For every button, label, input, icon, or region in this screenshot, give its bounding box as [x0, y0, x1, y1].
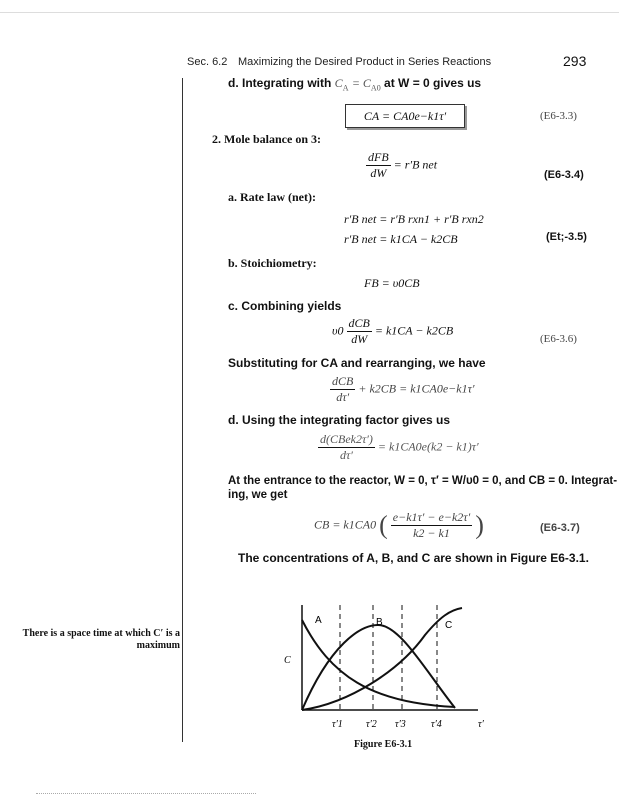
bottom-dotted-line [36, 793, 256, 795]
margin-note: There is a space time at which C′ is a maximum [22, 628, 180, 651]
eq-e6-3-6-rhs: = k1CA − k2CB [374, 323, 454, 338]
substituting-text: Substituting for CA and rearranging, we have [228, 356, 486, 370]
eq-rearranged-rhs: + k2CB = k1CA0e−k1τ′ [358, 381, 475, 396]
eq-e6-3-7-num: e−k1τ′ − e−k2τ′ [392, 510, 471, 524]
eq-e6-3-7-fraction [391, 510, 472, 541]
eq-e6-3-6-label: (E6-3.6) [540, 333, 577, 345]
eq-e6-3-3-label: (E6-3.3) [540, 110, 577, 122]
combining-heading: c. Combining yields [228, 299, 342, 313]
eq-integrating-factor [318, 432, 479, 463]
figure-caption: Figure E6-3.1 [354, 739, 413, 750]
eq-rearranged-num: dCB [332, 374, 354, 388]
tick-label-1: τ′1 [332, 719, 343, 730]
eq-rearranged-fraction [330, 374, 355, 405]
eq-e6-3-7-lhs: CB = k1CA0 [314, 517, 377, 532]
figure-y-label: C [284, 655, 291, 666]
eq-e6-3-7-paren-close: ) [475, 510, 484, 540]
eq-e6-3-4-label: (E6-3.4) [544, 169, 584, 181]
eq-e6-3-4-num: dFB [368, 150, 389, 164]
tick-label-4: τ′4 [431, 719, 442, 730]
step-d-sub-a0: A0 [370, 83, 381, 93]
tick-label-2: τ′2 [366, 719, 377, 730]
eq-e6-3-4-fraction [366, 150, 391, 181]
tick-label-3: τ′3 [395, 719, 406, 730]
step-d-eq-mid: = C [351, 76, 371, 90]
concentrations-text: The concentrations of A, B, and C are shown in Figure E6-3.1. [238, 551, 589, 565]
eq-rearranged [330, 374, 475, 405]
eq-e6-3-7-den: k2 − k1 [413, 526, 450, 540]
entrance-text-line1: At the entrance to the reactor, W = 0, τ′ = W/υ0 = 0, and CB = 0. Integrat- [228, 475, 618, 487]
eq-e6-3-6-den: dW [351, 332, 368, 346]
eq-e6-3-7 [314, 510, 484, 541]
figure-e6-3-1 [284, 575, 490, 735]
eq-e6-3-6-num: dCB [348, 316, 370, 330]
curve-b [302, 625, 455, 710]
eq-e6-3-4 [366, 150, 437, 181]
integrating-factor-heading: d. Using the integrating factor gives us [228, 413, 451, 427]
curve-label-c: C [445, 620, 453, 631]
figure-x-label: τ′ [478, 719, 484, 730]
stoichiometry-equation: FB = υ0CB [364, 276, 420, 290]
eq-e6-3-6 [332, 316, 453, 347]
curve-label-a: A [315, 615, 322, 626]
left-margin-rule [182, 78, 183, 742]
boxed-equation: CA = CA0e−k1τ′ [345, 104, 465, 128]
step-d-integrating [228, 76, 481, 95]
eq-e6-3-4-rhs: = r′B net [393, 157, 438, 172]
eq-e6-3-6-fraction [347, 316, 372, 347]
eq-if-den: dτ′ [339, 448, 353, 462]
section-number: Sec. 6.2 [187, 56, 228, 68]
step-d-sub-a: A [342, 83, 349, 93]
eq-e6-3-4-den: dW [370, 166, 387, 180]
top-rule [0, 12, 619, 13]
eq-e6-3-6-coeff: υ0 [332, 323, 344, 338]
stoichiometry-heading: b. Stoichiometry: [228, 256, 317, 270]
eq-if-rhs: = k1CA0e(k2 − k1)τ′ [377, 439, 479, 454]
eq-rearranged-den: dτ′ [336, 390, 350, 404]
rate-law-label: (Et;-3.5) [546, 231, 587, 243]
curve-label-b: B [376, 617, 383, 628]
eq-e6-3-7-label: (E6-3.7) [540, 522, 580, 534]
step-d-var-ca: C [334, 76, 343, 90]
eq-if-fraction [318, 432, 375, 463]
rate-law-line2: r′B net = k1CA − k2CB [344, 232, 458, 246]
mole-balance-heading: 2. Mole balance on 3: [212, 132, 321, 146]
eq-e6-3-7-paren-open: ( [379, 510, 388, 540]
curve-a [302, 620, 455, 707]
rate-law-line1: r′B net = r′B rxn1 + r′B rxn2 [344, 212, 484, 226]
page-number: 293 [563, 53, 587, 69]
eq-if-num: d(CBek2τ′) [320, 432, 373, 446]
step-d-text-b: at W = 0 gives us [384, 76, 482, 90]
running-title: Maximizing the Desired Product in Series Reactions [238, 56, 492, 68]
entrance-text-line2: ing, we get [228, 489, 288, 501]
step-d-text-a: d. Integrating with [228, 76, 332, 90]
rate-law-heading: a. Rate law (net): [228, 190, 316, 204]
